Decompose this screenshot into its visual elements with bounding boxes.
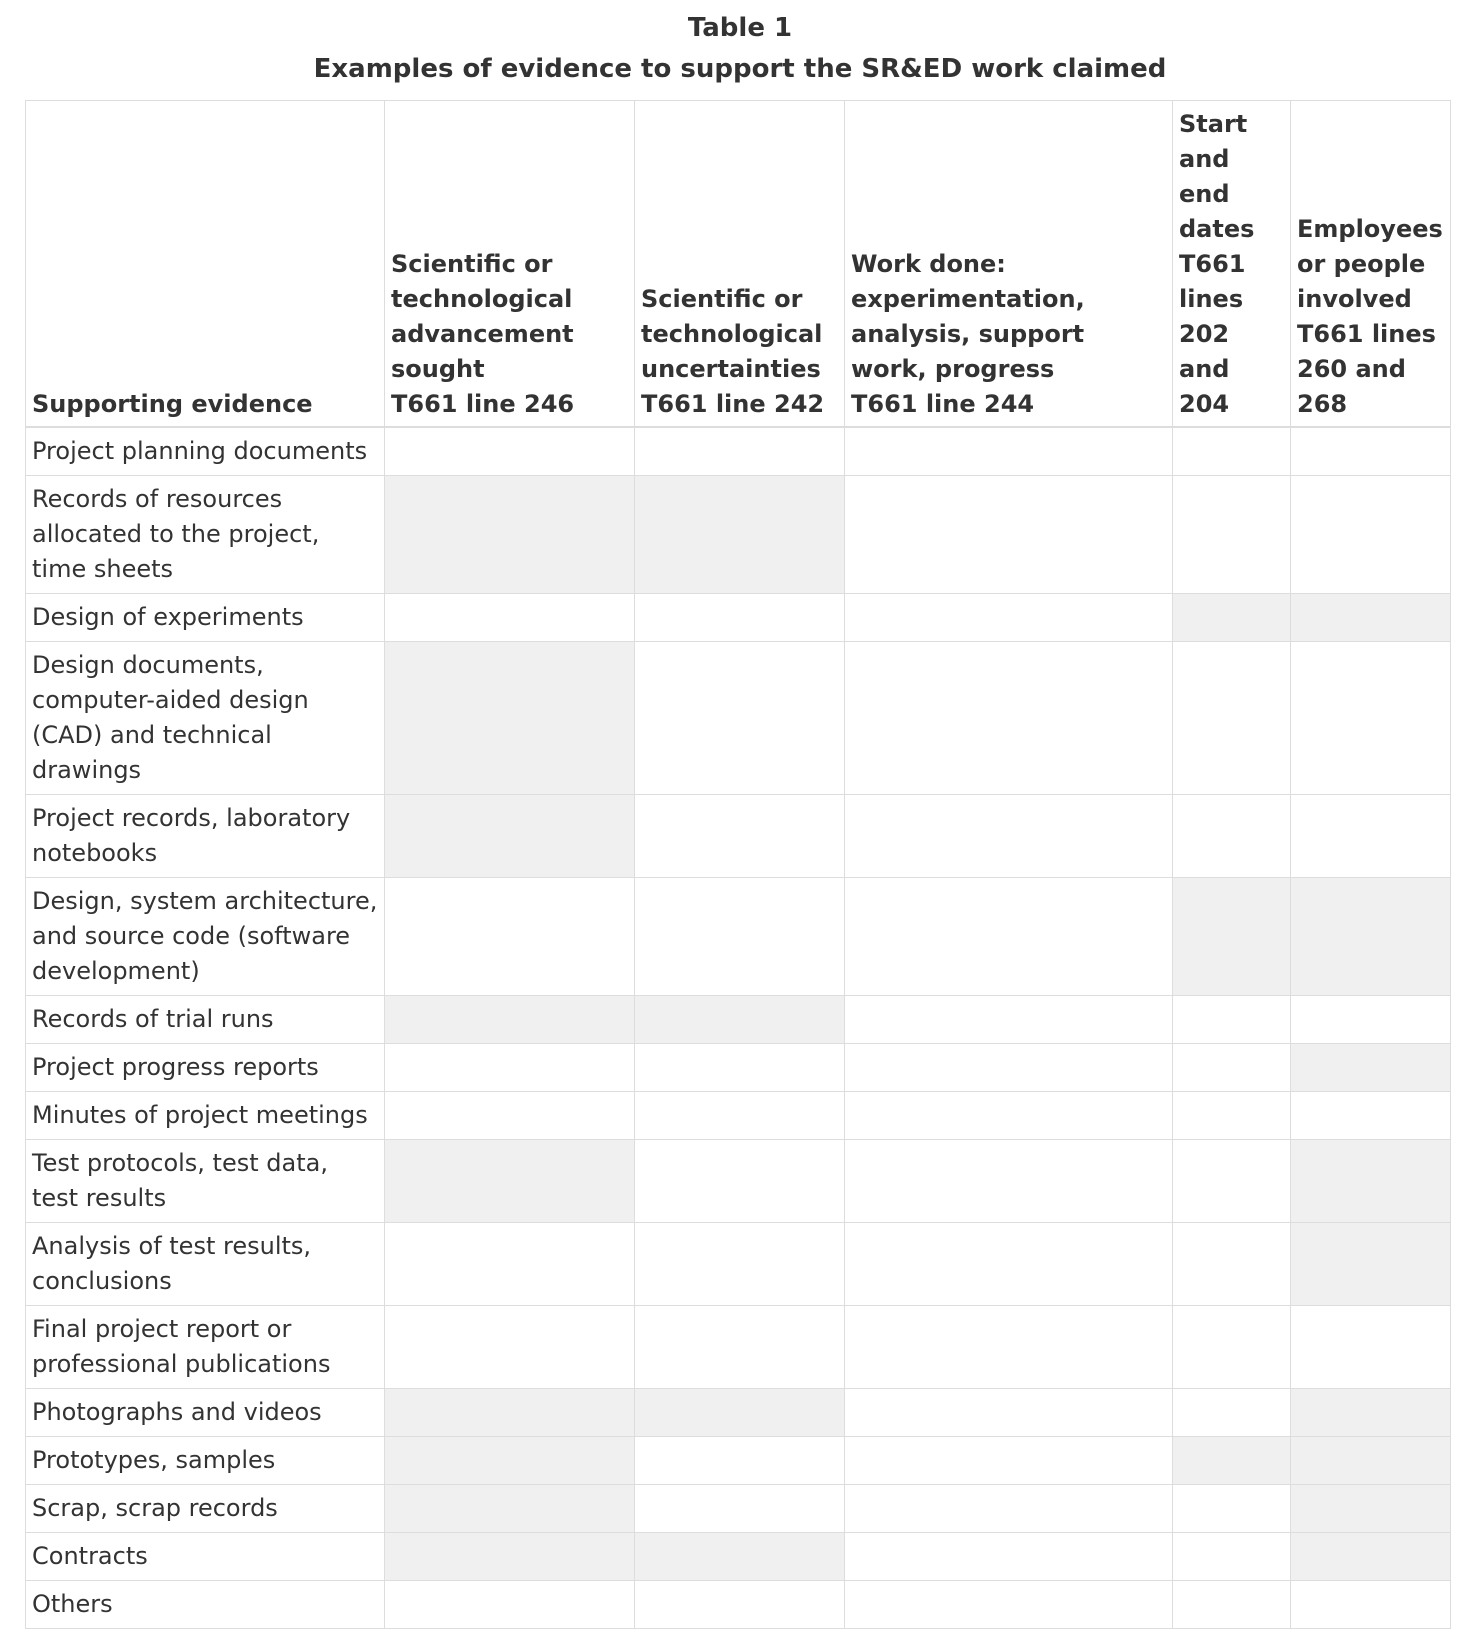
row-label: Scrap, scrap records (26, 1485, 385, 1533)
row-label: Records of trial runs (26, 996, 385, 1044)
table-row (26, 642, 1451, 795)
table-cell (845, 795, 1173, 878)
table-cell-shaded (1291, 1533, 1451, 1581)
column-header-employees (1291, 101, 1451, 428)
table-cell (1291, 476, 1451, 594)
table-cell (385, 1092, 635, 1140)
table-cell (635, 594, 845, 642)
column-header-reference: T661 lines 202 and 204 (1179, 250, 1246, 418)
table-cell (385, 1581, 635, 1629)
table-row (26, 427, 1451, 476)
table-cell (635, 642, 845, 795)
table-cell (385, 878, 635, 996)
table-cell (845, 1581, 1173, 1629)
table-cell-shaded (385, 1485, 635, 1533)
column-header-title: Employees or people involved (1297, 215, 1443, 313)
table-cell-shaded (1291, 1140, 1451, 1223)
table-cell-shaded (1291, 878, 1451, 996)
table-cell (1291, 1306, 1451, 1389)
table-row (26, 1389, 1451, 1437)
column-header-title: Start and end dates (1179, 110, 1255, 243)
table-cell-shaded (1291, 1437, 1451, 1485)
column-header-title: Supporting evidence (32, 390, 313, 418)
table-cell-shaded (385, 1533, 635, 1581)
row-label: Design of experiments (26, 594, 385, 642)
table-cell (385, 1044, 635, 1092)
row-label: Design documents, computer-aided design (CAD) and technical drawings (26, 642, 385, 795)
table-cell-shaded (635, 996, 845, 1044)
table-cell (1291, 1092, 1451, 1140)
table-cell-shaded (1291, 1389, 1451, 1437)
table-cell (1173, 996, 1291, 1044)
column-header-title: Work done: experimentation, analysis, support work, progress (851, 250, 1085, 383)
table-row (26, 1306, 1451, 1389)
table-cell (1291, 795, 1451, 878)
table-row (26, 1581, 1451, 1629)
table-cell (845, 642, 1173, 795)
column-header-reference: T661 lines 260 and 268 (1297, 320, 1436, 418)
table-cell (635, 1485, 845, 1533)
table-cell (1173, 1092, 1291, 1140)
table-row (26, 1485, 1451, 1533)
table-cell (635, 1437, 845, 1485)
table-cell (845, 1223, 1173, 1306)
column-header-uncertainties (635, 101, 845, 428)
table-cell (1173, 1140, 1291, 1223)
table-cell (845, 1533, 1173, 1581)
table-cell-shaded (635, 1533, 845, 1581)
table-cell (385, 427, 635, 476)
table-cell (1173, 1306, 1291, 1389)
table-cell (845, 1437, 1173, 1485)
column-header-work-done (845, 101, 1173, 428)
table-cell-shaded (385, 1389, 635, 1437)
column-header-advancement (385, 101, 635, 428)
table-row (26, 996, 1451, 1044)
row-label: Photographs and videos (26, 1389, 385, 1437)
table-cell (845, 996, 1173, 1044)
row-label: Final project report or professional publications (26, 1306, 385, 1389)
table-cell-shaded (1291, 594, 1451, 642)
table-cell (635, 1092, 845, 1140)
row-label: Test protocols, test data, test results (26, 1140, 385, 1223)
row-label: Prototypes, samples (26, 1437, 385, 1485)
column-header-reference: T661 line 244 (851, 390, 1035, 418)
table-cell (1291, 427, 1451, 476)
column-header-supporting-evidence (26, 101, 385, 428)
table-cell (635, 795, 845, 878)
table-body (26, 427, 1451, 1629)
table-cell (1173, 1533, 1291, 1581)
table-cell (635, 427, 845, 476)
table-cell-shaded (385, 1437, 635, 1485)
table-cell (1173, 427, 1291, 476)
column-header-title: Scientific or technological uncertainties (641, 285, 823, 383)
table-cell (1291, 1581, 1451, 1629)
table-cell (845, 1044, 1173, 1092)
table-row (26, 1140, 1451, 1223)
table-cell (1173, 642, 1291, 795)
table-cell-shaded (1291, 1485, 1451, 1533)
table-cell (1173, 1485, 1291, 1533)
table-cell (635, 1306, 845, 1389)
table-cell-shaded (1291, 1044, 1451, 1092)
table-row (26, 1437, 1451, 1485)
table-row (26, 1092, 1451, 1140)
table-cell (1173, 1223, 1291, 1306)
table-cell (1291, 642, 1451, 795)
table-cell-shaded (385, 795, 635, 878)
table-cell-shaded (385, 476, 635, 594)
table-cell (1291, 996, 1451, 1044)
table-cell (1173, 476, 1291, 594)
table-row (26, 878, 1451, 996)
table-cell-shaded (1291, 1223, 1451, 1306)
table-cell (845, 1389, 1173, 1437)
table-cell (845, 594, 1173, 642)
row-label: Project records, laboratory notebooks (26, 795, 385, 878)
table-cell (1173, 1044, 1291, 1092)
column-header-reference: T661 line 242 (641, 390, 825, 418)
table-cell-shaded (385, 1140, 635, 1223)
table-cell-shaded (1173, 878, 1291, 996)
row-label: Project progress reports (26, 1044, 385, 1092)
row-label: Project planning documents (26, 427, 385, 476)
table-cell (635, 1044, 845, 1092)
table-cell (845, 427, 1173, 476)
column-header-dates (1173, 101, 1291, 428)
table-cell (635, 1140, 845, 1223)
table-cell-shaded (385, 642, 635, 795)
row-label: Others (26, 1581, 385, 1629)
table-cell (385, 1223, 635, 1306)
table-cell (845, 1485, 1173, 1533)
table-row (26, 1223, 1451, 1306)
table-number: Table 1 (687, 13, 793, 43)
column-header-reference: T661 line 246 (391, 390, 575, 418)
table-row (26, 1044, 1451, 1092)
table-header-row (26, 101, 1451, 428)
table-row (26, 476, 1451, 594)
table-cell-shaded (385, 996, 635, 1044)
table-cell-shaded (1173, 1437, 1291, 1485)
table-cell (845, 1140, 1173, 1223)
table-cell (1173, 795, 1291, 878)
table-cell-shaded (635, 1389, 845, 1437)
table-cell (385, 1306, 635, 1389)
table-cell (1173, 1389, 1291, 1437)
table-row (26, 594, 1451, 642)
evidence-table (25, 100, 1451, 1629)
table-cell (635, 1223, 845, 1306)
table-cell (635, 878, 845, 996)
row-label: Minutes of project meetings (26, 1092, 385, 1140)
table-cell (1173, 1581, 1291, 1629)
table-cell-shaded (635, 476, 845, 594)
row-label: Records of resources allocated to the project, time sheets (26, 476, 385, 594)
table-row (26, 795, 1451, 878)
table-row (26, 1533, 1451, 1581)
table-cell-shaded (1173, 594, 1291, 642)
row-label: Design, system architecture, and source code (software development) (26, 878, 385, 996)
table-cell (845, 476, 1173, 594)
table-cell (845, 878, 1173, 996)
table-cell (845, 1092, 1173, 1140)
column-header-title: Scientific or technological advancement sought (391, 250, 574, 383)
row-label: Contracts (26, 1533, 385, 1581)
table-cell (635, 1581, 845, 1629)
table-cell (385, 594, 635, 642)
table-caption (0, 0, 1480, 90)
table-title: Examples of evidence to support the SR&ED work claimed (313, 54, 1167, 84)
row-label: Analysis of test results, conclusions (26, 1223, 385, 1306)
table-cell (845, 1306, 1173, 1389)
